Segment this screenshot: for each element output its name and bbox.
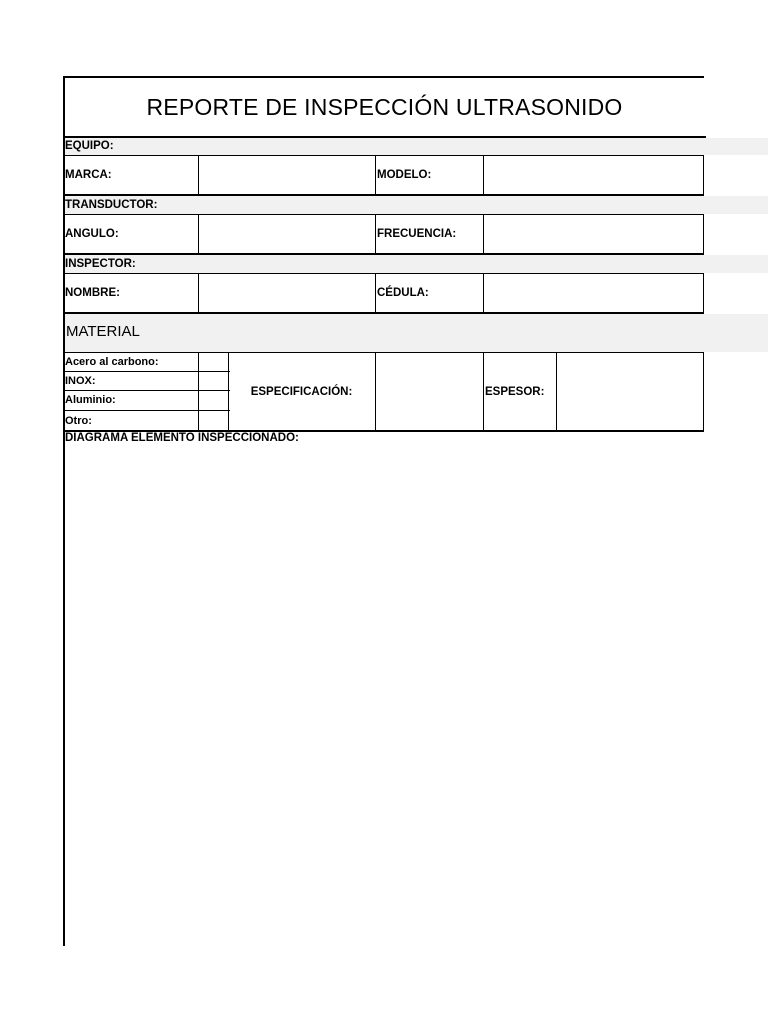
section-band-inspector [65,255,768,273]
checkbox-acero[interactable] [199,353,227,371]
checkbox-aluminio[interactable] [199,391,227,410]
section-band-equipo [65,138,768,155]
cell-border [375,273,376,313]
field-modelo[interactable] [484,156,703,194]
field-frecuencia[interactable] [484,215,703,253]
cell-border [703,214,704,254]
field-nombre[interactable] [199,274,374,312]
material-option-acero: Acero al carbono: [65,356,159,368]
label-marca: MARCA: [65,169,112,181]
label-cedula: CÉDULA: [377,287,429,299]
field-marca[interactable] [199,156,374,194]
section-label-material: MATERIAL [66,323,140,340]
cell-border [703,273,704,313]
material-option-inox: INOX: [65,375,96,387]
material-option-aluminio: Aluminio: [65,394,116,406]
section-band-transductor [65,196,768,214]
section-label-equipo: EQUIPO: [65,140,114,152]
field-cedula[interactable] [484,274,703,312]
label-angulo: ANGULO: [65,228,119,240]
label-espesor: ESPESOR: [485,385,545,398]
material-option-otro: Otro: [65,415,92,427]
section-label-inspector: INSPECTOR: [65,258,136,270]
inspection-form [63,76,768,946]
checkbox-inox[interactable] [199,372,227,390]
field-especificacion[interactable] [376,353,483,430]
cell-border [375,214,376,254]
section-label-transductor: TRANSDUCTOR: [65,199,158,211]
cell-border [703,155,704,195]
label-especificacion: ESPECIFICACIÓN: [250,385,353,398]
checkbox-otro[interactable] [199,411,227,430]
label-diagrama: DIAGRAMA ELEMENTO INSPECCIONADO: [65,432,299,444]
section-band-material [65,314,768,352]
cell-border [703,352,704,431]
field-angulo[interactable] [199,215,374,253]
cell-border [375,155,376,195]
label-modelo: MODELO: [377,169,432,181]
label-frecuencia: FRECUENCIA: [377,228,457,240]
diagram-area[interactable] [65,448,704,938]
cell-border [483,352,484,431]
field-espesor[interactable] [557,353,703,430]
page-title: REPORTE DE INSPECCIÓN ULTRASONIDO [146,94,623,120]
label-nombre: NOMBRE: [65,287,120,299]
